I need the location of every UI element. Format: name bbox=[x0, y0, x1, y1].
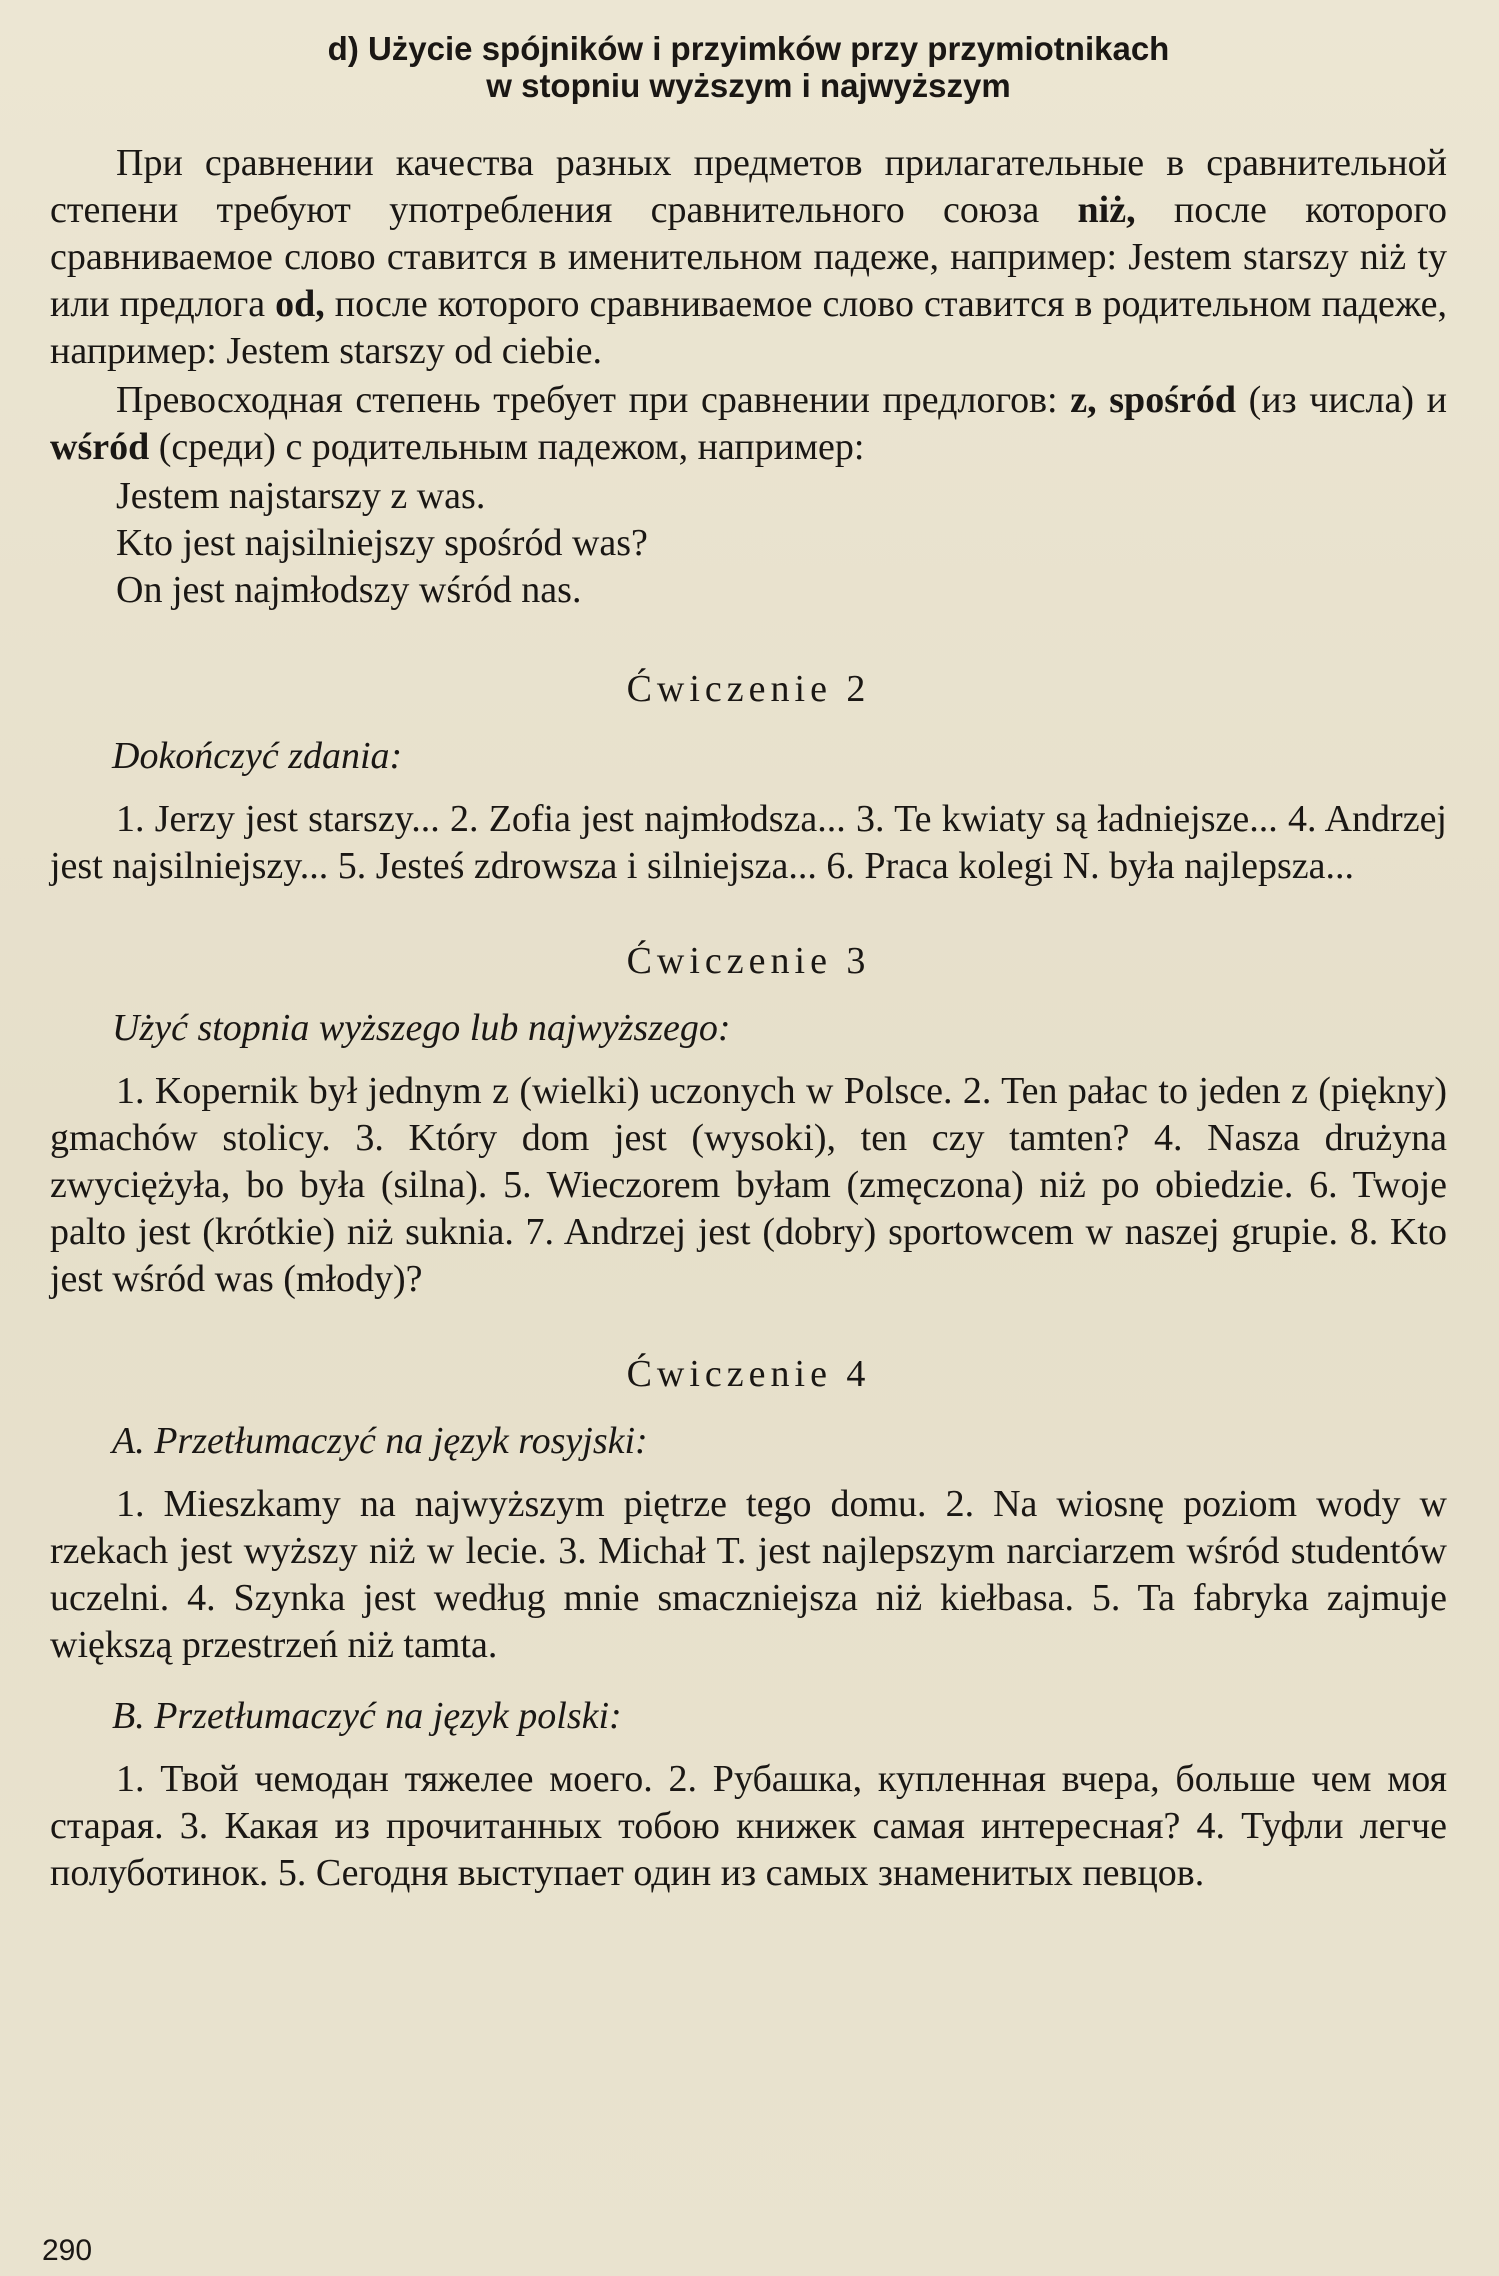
exercise-2-instruction: Dokończyć zdania: bbox=[112, 735, 403, 777]
intro-p1-text-2: после которого сравниваемое слово ставится в именительном падеже, например: Jestem starszy niż ty или предлога bbox=[50, 189, 1447, 325]
example-sentence: On jest najmłodszy wśród nas. bbox=[116, 569, 582, 611]
section-heading-line-1: d) Użycie spójników i przyimków przy przymiotnikach bbox=[327, 30, 1170, 67]
intro-p2-bold-wsrod: wśród bbox=[50, 426, 150, 468]
exercise-4-title: Ćwiczenie 4 bbox=[626, 1353, 871, 1395]
intro-p1-text-1: При сравнении качества разных предметов прилагательные в сравнительной степени требуют употребления сравнительного союза bbox=[50, 142, 1447, 231]
example-sentence: Kto jest najsilniejszy spośród was? bbox=[116, 522, 648, 564]
intro-p2-text-4: (среди) с родительным падежом, например: bbox=[149, 426, 865, 468]
intro-p1-bold-od: od, bbox=[275, 283, 325, 325]
intro-p1-bold-nic: niż, bbox=[1077, 189, 1136, 231]
section-heading bbox=[50, 30, 1447, 104]
intro-p2-text-1: Превосходная степень требует при сравнении предлогов: bbox=[116, 379, 1071, 421]
exercise-2-title: Ćwiczenie 2 bbox=[626, 668, 871, 710]
exercise-3-title: Ćwiczenie 3 bbox=[626, 940, 871, 982]
exercise-2-text: 1. Jerzy jest starszy... 2. Zofia jest najmłodsza... 3. Te kwiaty są ładniejsze... 4. Andrzej jest najsilniejszy... 5. Jesteś zdrowsza i silniejsza... 6. Praca kolegi N. była najlepsza... bbox=[50, 798, 1447, 887]
intro-p2-text-3: (из числа) и bbox=[1235, 379, 1448, 421]
intro-p2-text-2 bbox=[1097, 379, 1110, 421]
exercise-4a-instruction: A. Przetłumaczyć na język rosyjski: bbox=[112, 1420, 648, 1462]
example-sentence: Jestem najstarszy z was. bbox=[116, 475, 486, 517]
intro-paragraph-1 bbox=[50, 140, 1447, 375]
intro-paragraph-2 bbox=[50, 377, 1447, 471]
page-number: 290 bbox=[42, 2234, 93, 2267]
exercise-4b-instruction: B. Przetłumaczyć na język polski: bbox=[112, 1695, 622, 1737]
exercise-3-instruction: Użyć stopnia wyższego lub najwyższego: bbox=[112, 1007, 731, 1049]
intro-p2-bold-z: z, bbox=[1070, 379, 1097, 421]
intro-p1-text-3: после которого сравниваемое слово ставится в родительном падеже, например: Jestem starszy od ciebie. bbox=[50, 283, 1448, 372]
exercise-3-text: 1. Kopernik był jednym z (wielki) uczonych w Polsce. 2. Ten pałac to jeden z (piękny) gmachów stolicy. 3. Który dom jest (wysoki), ten czy tamten? 4. Nasza drużyna zwyciężyła, bo była (silna). 5. Wieczorem byłam (zmęczona) niż po obiedzie. 6. Twoje palto jest (krótkie) niż suknia. 7. Andrzej jest (dobry) sportowcem w naszej grupie. 8. Kto jest wśród was (młody)? bbox=[50, 1070, 1447, 1300]
exercise-4b-text: 1. Твой чемодан тяжелее моего. 2. Рубашка, купленная вчера, больше чем моя старая. 3. Какая из прочитанных тобою книжек самая интересная? 4. Туфли легче полуботинок. 5. Сегодня выступает один из самых знаменитых певцов. bbox=[50, 1758, 1447, 1894]
intro-p2-bold-sposrod: spośród bbox=[1109, 379, 1236, 421]
exercise-4a-text: 1. Mieszkamy na najwyższym piętrze tego domu. 2. Na wiosnę poziom wody w rzekach jest wyższy niż w lecie. 3. Michał T. jest najlepszym narciarzem wśród studentów uczelni. 4. Szynka jest według mnie smaczniejsza niż kiełbasa. 5. Ta fabryka zajmuje większą przestrzeń niż tamta. bbox=[50, 1483, 1447, 1666]
section-heading-line-2: w stopniu wyższym i najwyższym bbox=[486, 67, 1011, 104]
